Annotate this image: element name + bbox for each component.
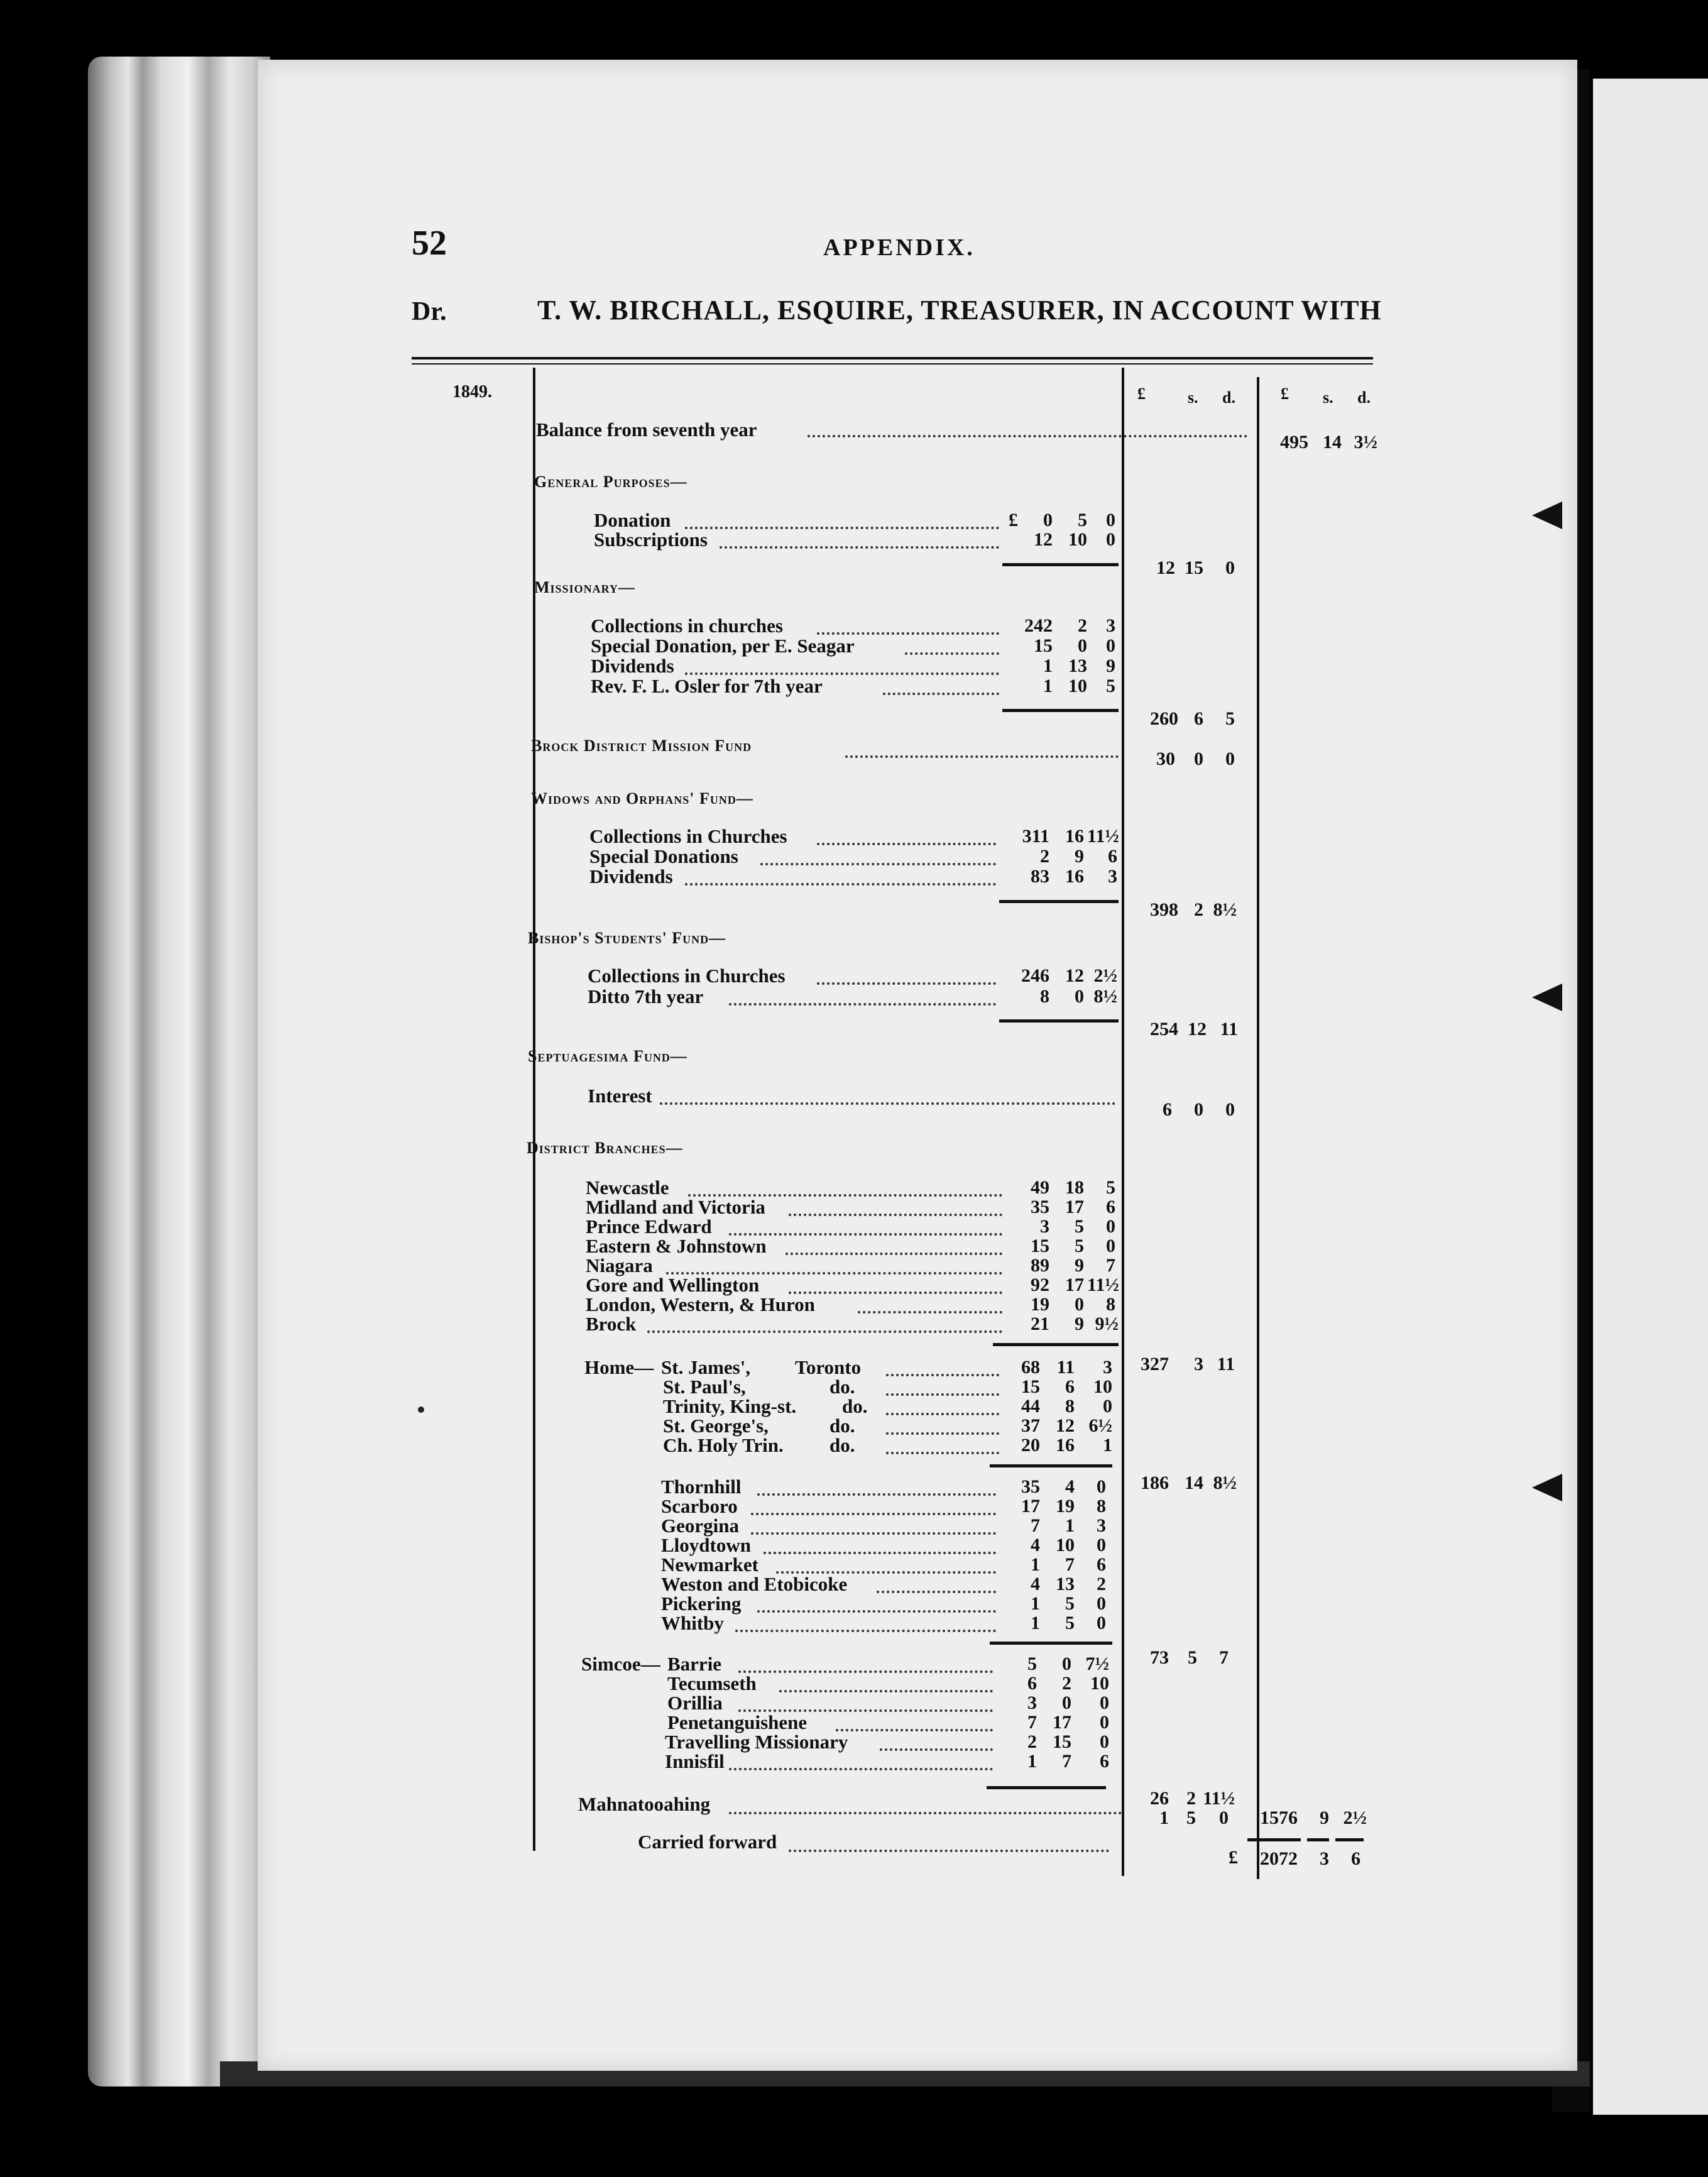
item-pounds: 12: [1034, 529, 1053, 550]
item-pence: 0: [1225, 1099, 1235, 1120]
item-pence: 6½: [1088, 1415, 1112, 1436]
leader-dots: [858, 1311, 1002, 1313]
subtotal-pence: 8½: [1213, 899, 1237, 920]
item-shillings: 18: [1065, 1177, 1084, 1198]
subtotal-rule: [990, 1642, 1112, 1645]
item-pounds: 35: [1021, 1476, 1040, 1497]
item-shillings: 16: [1056, 1435, 1075, 1456]
leader-dots: [779, 1690, 993, 1692]
item-place: do.: [829, 1415, 855, 1437]
item-pence: 2½: [1093, 965, 1117, 986]
subtotal-rule: [999, 1019, 1119, 1023]
leader-dots: [886, 1393, 999, 1396]
facing-page-edge: [1593, 79, 1708, 2115]
item-pounds: 21: [1031, 1313, 1049, 1334]
item-label: Interest: [588, 1085, 652, 1107]
subtotal-pounds: 12: [1156, 557, 1175, 578]
subtotal-pounds: 73: [1150, 1647, 1169, 1668]
subtotal-rule: [993, 1343, 1119, 1346]
item-pence: 6: [1100, 1751, 1109, 1772]
account-title: T. W. BIRCHALL, ESQUIRE, TREASURER, IN ACCOUNT WITH: [537, 295, 1382, 326]
item-label: Orillia: [667, 1692, 723, 1714]
item-pence: 3: [1103, 1357, 1112, 1378]
item-shillings: 5: [1075, 1216, 1084, 1237]
item-label: Thornhill: [661, 1476, 742, 1498]
item-shillings: 19: [1056, 1496, 1075, 1516]
leader-dots: [877, 1591, 996, 1593]
item-shillings: 2: [1078, 615, 1087, 636]
leader-dots: [735, 1630, 996, 1632]
item-label: Weston and Etobicoke: [661, 1573, 848, 1595]
col-header-pence-2: d.: [1357, 388, 1371, 407]
subtotal-rule: [990, 1464, 1112, 1467]
item-pounds: 37: [1021, 1415, 1040, 1436]
subtotal-shillings: 6: [1194, 708, 1203, 729]
subtotal-pence: 5: [1225, 708, 1235, 729]
item-shillings: 12: [1065, 965, 1084, 986]
title-rule-thin: [412, 363, 1373, 365]
leader-dots: [685, 527, 999, 529]
item-shillings: 5: [1078, 510, 1087, 530]
item-label: Penetanguishene: [667, 1711, 807, 1733]
item-pence: 0: [1097, 1593, 1106, 1614]
brock-mission-pounds: 30: [1156, 749, 1175, 769]
item-label: Travelling Missionary: [665, 1731, 848, 1753]
leader-dots: [729, 1768, 993, 1770]
subtotal-shillings: 12: [1188, 1019, 1207, 1039]
item-pounds: 83: [1031, 866, 1049, 887]
leader-dots: [905, 652, 999, 655]
mahnatooahing-label: Mahnatooahing: [578, 1793, 711, 1815]
item-place: do.: [829, 1434, 855, 1456]
leader-dots: [729, 1003, 996, 1006]
item-pence: 2: [1097, 1574, 1106, 1594]
item-pounds: 1: [1027, 1751, 1037, 1772]
item-shillings: 8: [1065, 1396, 1075, 1417]
item-label: Ditto 7th year: [588, 985, 704, 1007]
leader-dots: [789, 1291, 1002, 1294]
subtotal-pence: 11½: [1203, 1788, 1235, 1809]
item-label: Special Donation, per E. Seagar: [591, 635, 855, 657]
district-total-pence: 2½: [1343, 1807, 1367, 1828]
item-pence: 11½: [1087, 826, 1119, 847]
item-pence: 6: [1106, 1197, 1115, 1217]
leader-dots: [836, 1729, 993, 1731]
item-label: Prince Edward: [586, 1215, 712, 1237]
leader-dots: [729, 1233, 1002, 1236]
item-pounds: 7: [1031, 1515, 1040, 1536]
item-shillings: 9: [1075, 1255, 1084, 1276]
total-rule: [1335, 1838, 1364, 1841]
item-pounds: 15: [1034, 635, 1053, 656]
item-shillings: 0: [1062, 1692, 1071, 1713]
leader-dots: [647, 1330, 1002, 1333]
mahnatooahing-pounds: 1: [1159, 1807, 1169, 1828]
item-shillings: 10: [1068, 676, 1087, 696]
subtotal-pence: 0: [1225, 557, 1235, 578]
item-shillings: 5: [1065, 1593, 1075, 1614]
item-pence: 0: [1097, 1613, 1106, 1633]
home-prefix: Home—: [584, 1356, 654, 1378]
item-label: Rev. F. L. Osler for 7th year: [591, 675, 823, 697]
section-heading: Missionary—: [534, 578, 635, 596]
brock-mission-label: Brock District Mission Fund: [531, 737, 752, 755]
leader-dots: [660, 1102, 1115, 1105]
item-pence: 8: [1097, 1496, 1106, 1516]
leader-dots: [845, 755, 1119, 758]
item-pounds: 49: [1031, 1177, 1049, 1198]
item-label: St. George's,: [663, 1415, 769, 1437]
page-marker-arrow: [1532, 984, 1562, 1011]
item-pence: 8: [1106, 1294, 1115, 1315]
item-shillings: 16: [1065, 866, 1084, 887]
item-pence: 7½: [1085, 1653, 1109, 1674]
currency-sign: £: [1009, 510, 1018, 530]
leader-dots: [738, 1670, 993, 1673]
item-pence: 10: [1093, 1376, 1112, 1397]
item-shillings: 11: [1056, 1357, 1075, 1378]
leader-dots: [751, 1513, 996, 1515]
item-label: Donation: [594, 509, 671, 531]
item-pounds: 242: [1024, 615, 1053, 636]
leader-dots: [886, 1432, 999, 1435]
item-shillings: 10: [1056, 1535, 1075, 1555]
item-pence: 0: [1106, 529, 1115, 550]
item-shillings: 9: [1075, 846, 1084, 867]
item-shillings: 5: [1065, 1613, 1075, 1633]
subtotal-rule: [1002, 709, 1119, 712]
item-pounds: 3: [1040, 1216, 1049, 1237]
item-label: Newmarket: [661, 1554, 758, 1576]
subtotal-pence: 8½: [1213, 1472, 1237, 1493]
item-label: Tecumseth: [667, 1672, 757, 1694]
item-label: Newcastle: [586, 1176, 669, 1198]
subtotal-rule: [987, 1786, 1106, 1789]
subtotal-pence: 11: [1220, 1019, 1238, 1039]
leader-dots: [807, 435, 1247, 437]
page-marker-arrow: [1532, 1474, 1562, 1501]
item-pence: 8½: [1093, 986, 1117, 1007]
account-side-label: Dr.: [412, 297, 447, 326]
section-heading: Septuagesima Fund—: [528, 1047, 687, 1065]
mahnatooahing-shillings: 5: [1186, 1807, 1196, 1828]
item-pounds: 1: [1031, 1613, 1040, 1633]
item-shillings: 16: [1065, 826, 1084, 847]
page-marker-arrow: [1532, 502, 1562, 529]
item-pounds: 5: [1027, 1653, 1037, 1674]
item-pence: 3: [1108, 866, 1117, 887]
item-label: Innisfil: [665, 1750, 725, 1772]
carried-forward-currency: £: [1229, 1847, 1238, 1868]
item-pounds: 1: [1043, 655, 1053, 676]
running-head: APPENDIX.: [823, 234, 975, 261]
item-label: Ch. Holy Trin.: [663, 1434, 784, 1456]
subtotal-pounds: 327: [1141, 1354, 1169, 1374]
district-total-shillings: 9: [1320, 1807, 1329, 1828]
subtotal-shillings: 14: [1185, 1472, 1203, 1493]
subtotal-pence: 11: [1217, 1354, 1235, 1374]
section-heading: Widows and Orphans' Fund—: [531, 789, 753, 808]
item-pence: 0: [1103, 1396, 1112, 1417]
leader-dots: [886, 1374, 999, 1376]
item-label: Lloydtown: [661, 1534, 751, 1556]
item-pence: 10: [1090, 1673, 1109, 1694]
leader-dots: [886, 1452, 999, 1454]
leader-dots: [789, 1850, 1109, 1852]
subtotal-shillings: 2: [1186, 1788, 1196, 1809]
item-label: Niagara: [586, 1254, 653, 1276]
leader-dots: [764, 1552, 996, 1554]
item-label: Collections in churches: [591, 615, 783, 637]
item-shillings: 17: [1065, 1275, 1084, 1295]
item-label: Pickering: [661, 1593, 742, 1615]
column-rule: [1257, 377, 1259, 1879]
item-label: Subscriptions: [594, 529, 708, 551]
item-shillings: 17: [1065, 1197, 1084, 1217]
balance-shillings: 14: [1323, 432, 1342, 452]
item-pence: 3: [1097, 1515, 1106, 1536]
item-pounds: 92: [1031, 1275, 1049, 1295]
item-pounds: 20: [1021, 1435, 1040, 1456]
subtotal-shillings: 3: [1194, 1354, 1203, 1374]
subtotal-pounds: 186: [1141, 1472, 1169, 1493]
item-label: Collections in Churches: [589, 825, 787, 847]
item-pence: 0: [1100, 1692, 1109, 1713]
item-shillings: 5: [1075, 1236, 1084, 1256]
leader-dots: [757, 1493, 996, 1496]
brock-mission-shillings: 0: [1194, 749, 1203, 769]
item-shillings: 10: [1068, 529, 1087, 550]
scan-speck: [418, 1407, 424, 1413]
item-pounds: 1: [1043, 676, 1053, 696]
item-place: Toronto: [795, 1356, 862, 1378]
item-label: Collections in Churches: [588, 965, 786, 987]
subtotal-rule: [999, 900, 1119, 903]
item-pounds: 0: [1043, 510, 1053, 530]
item-pounds: 8: [1040, 986, 1049, 1007]
subtotal-pounds: 398: [1150, 899, 1178, 920]
item-label: Special Donations: [589, 845, 738, 867]
item-pence: 0: [1100, 1712, 1109, 1733]
leader-dots: [817, 843, 996, 845]
item-shillings: 13: [1068, 655, 1087, 676]
section-heading: District Branches—: [527, 1139, 683, 1157]
item-pounds: 1: [1031, 1554, 1040, 1575]
simcoe-prefix: Simcoe—: [581, 1653, 660, 1675]
item-label: Whitby: [661, 1612, 724, 1634]
item-shillings: 7: [1062, 1751, 1071, 1772]
total-rule: [1247, 1838, 1301, 1841]
section-heading: Bishop's Students' Fund—: [528, 929, 726, 947]
item-pounds: 6: [1027, 1673, 1037, 1694]
item-pounds: 2: [1040, 846, 1049, 867]
item-pounds: 19: [1031, 1294, 1049, 1315]
leader-dots: [789, 1214, 1002, 1216]
leader-dots: [751, 1532, 996, 1535]
item-pence: 6: [1097, 1554, 1106, 1575]
carried-forward-label: Carried forward: [638, 1831, 777, 1853]
page-number: 52: [412, 224, 447, 263]
item-pence: 0: [1097, 1476, 1106, 1497]
item-pence: 7: [1106, 1255, 1115, 1276]
leader-dots: [757, 1610, 996, 1613]
item-pence: 0: [1106, 1236, 1115, 1256]
item-label: Georgina: [661, 1515, 739, 1537]
mahnatooahing-pence: 0: [1219, 1807, 1229, 1828]
item-pence: 3: [1106, 615, 1115, 636]
balance-label: Balance from seventh year: [536, 419, 757, 441]
item-pence: 5: [1106, 676, 1115, 696]
item-pounds: 35: [1031, 1197, 1049, 1217]
item-label: Scarboro: [661, 1495, 738, 1517]
leader-dots: [720, 546, 999, 549]
item-pence: 9: [1106, 655, 1115, 676]
item-shillings: 0: [1194, 1099, 1203, 1120]
subtotal-pounds: 260: [1150, 708, 1178, 729]
leader-dots: [760, 863, 996, 865]
title-rule: [412, 357, 1373, 359]
item-shillings: 9: [1075, 1313, 1084, 1334]
item-pence: 0: [1106, 635, 1115, 656]
leader-dots: [685, 883, 996, 886]
subtotal-pounds: 26: [1150, 1788, 1169, 1809]
item-pence: 11½: [1087, 1275, 1119, 1295]
leader-dots: [786, 1253, 1002, 1255]
balance-pounds: 495: [1280, 432, 1308, 452]
item-label: Brock: [586, 1313, 637, 1335]
year-label: 1849.: [452, 382, 492, 402]
carried-forward-pounds: 2072: [1260, 1848, 1298, 1869]
item-label: Barrie: [667, 1653, 722, 1675]
item-pence: 5: [1106, 1177, 1115, 1198]
item-shillings: 4: [1065, 1476, 1075, 1497]
item-shillings: 1: [1065, 1515, 1075, 1536]
item-label: London, Western, & Huron: [586, 1293, 815, 1315]
item-shillings: 12: [1056, 1415, 1075, 1436]
subtotal-rule: [1002, 563, 1119, 566]
col-header-pounds-2: £: [1281, 385, 1289, 403]
item-pounds: 4: [1031, 1574, 1040, 1594]
col-header-pounds: £: [1137, 385, 1146, 403]
item-pounds: 1: [1031, 1593, 1040, 1614]
column-rule: [1122, 368, 1124, 1876]
col-header-pence: d.: [1222, 388, 1235, 407]
item-place: do.: [829, 1376, 855, 1398]
item-shillings: 15: [1053, 1731, 1071, 1752]
item-pounds: 44: [1021, 1396, 1040, 1417]
carried-forward-pence: 6: [1351, 1848, 1360, 1869]
item-label: Trinity, King-st.: [663, 1395, 797, 1417]
item-label: Eastern & Johnstown: [586, 1235, 767, 1257]
item-pence: 9½: [1095, 1313, 1119, 1334]
item-pence: 0: [1100, 1731, 1109, 1752]
item-pounds: 2: [1027, 1731, 1037, 1752]
leader-dots: [883, 693, 999, 695]
item-pounds: 89: [1031, 1255, 1049, 1276]
subtotal-shillings: 15: [1185, 557, 1203, 578]
item-pounds: 246: [1021, 965, 1049, 986]
total-rule: [1307, 1838, 1329, 1841]
item-pence: 6: [1108, 846, 1117, 867]
item-pounds: 4: [1031, 1535, 1040, 1555]
item-label: Dividends: [589, 865, 673, 887]
item-pounds: 15: [1031, 1236, 1049, 1256]
subtotal-shillings: 5: [1188, 1647, 1197, 1668]
item-pounds: 7: [1027, 1712, 1037, 1733]
leader-dots: [817, 982, 996, 985]
col-header-shillings-2: s.: [1323, 388, 1333, 407]
section-heading: General Purposes—: [534, 473, 687, 491]
item-shillings: 7: [1065, 1554, 1075, 1575]
leader-dots: [880, 1748, 993, 1751]
item-shillings: 0: [1078, 635, 1087, 656]
item-pounds: 15: [1021, 1376, 1040, 1397]
item-shillings: 0: [1075, 1294, 1084, 1315]
item-label: St. James',: [661, 1356, 751, 1378]
brock-mission-pence: 0: [1225, 749, 1235, 769]
item-shillings: 17: [1053, 1712, 1071, 1733]
item-place: do.: [842, 1395, 868, 1417]
subtotal-pence: 7: [1219, 1647, 1229, 1668]
item-pounds: 3: [1027, 1692, 1037, 1713]
item-label: Dividends: [591, 655, 674, 677]
balance-pence: 3½: [1354, 432, 1377, 452]
item-shillings: 6: [1065, 1376, 1075, 1397]
item-pounds: 68: [1021, 1357, 1040, 1378]
item-pence: 0: [1106, 1216, 1115, 1237]
item-shillings: 13: [1056, 1574, 1075, 1594]
item-shillings: 0: [1062, 1653, 1071, 1674]
col-header-shillings: s.: [1188, 388, 1198, 407]
item-pounds: 311: [1022, 826, 1049, 847]
carried-forward-shillings: 3: [1320, 1848, 1329, 1869]
item-shillings: 2: [1062, 1673, 1071, 1694]
subtotal-shillings: 2: [1194, 899, 1203, 920]
item-label: Gore and Wellington: [586, 1274, 760, 1296]
item-label: St. Paul's,: [663, 1376, 746, 1398]
item-pounds: 17: [1021, 1496, 1040, 1516]
item-pounds: 6: [1163, 1099, 1172, 1120]
item-pence: 0: [1106, 510, 1115, 530]
subtotal-pounds: 254: [1150, 1019, 1178, 1039]
item-label: Midland and Victoria: [586, 1196, 765, 1218]
book-spine-edges: [88, 57, 270, 2087]
district-total-pounds: 1576: [1260, 1807, 1298, 1828]
item-pence: 1: [1103, 1435, 1112, 1456]
item-shillings: 0: [1075, 986, 1084, 1007]
leader-dots: [729, 1812, 1122, 1814]
leader-dots: [886, 1413, 999, 1415]
item-pence: 0: [1097, 1535, 1106, 1555]
